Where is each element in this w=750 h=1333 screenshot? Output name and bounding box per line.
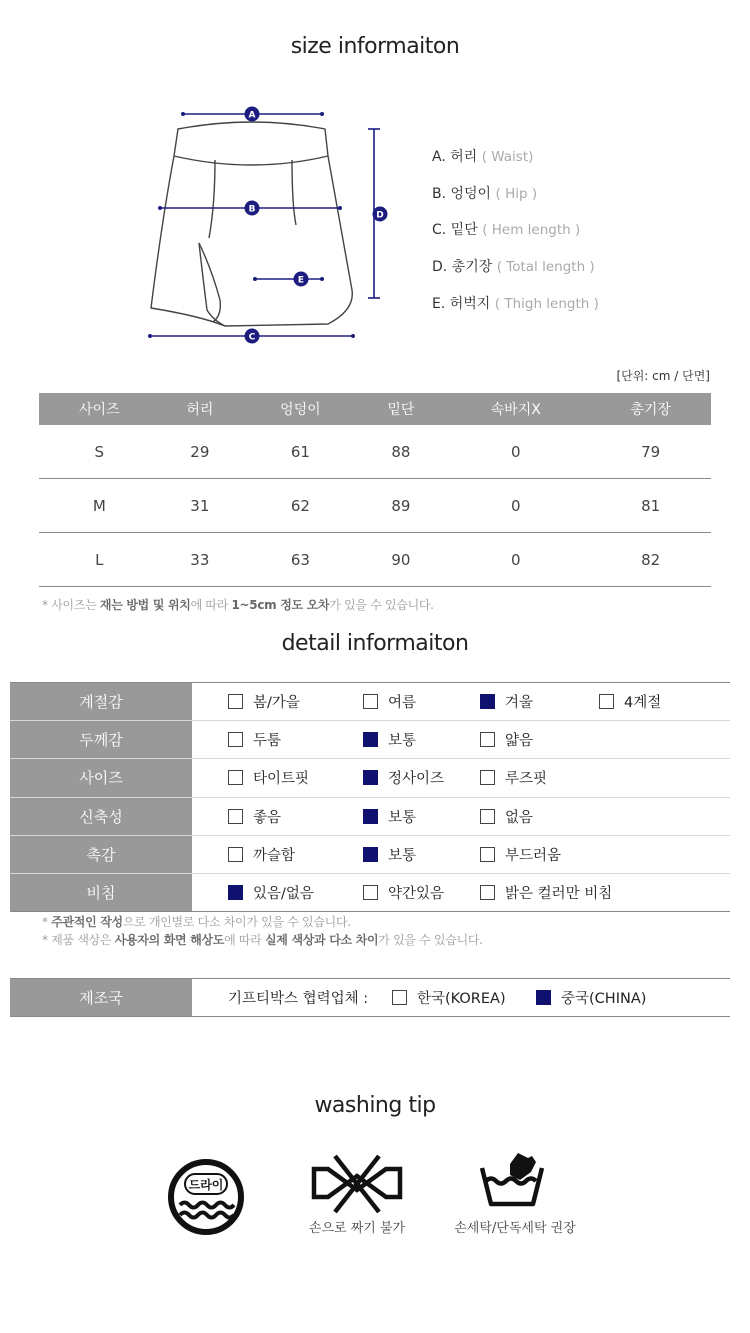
detail-row-sheerness	[10, 874, 730, 912]
checkbox	[363, 694, 378, 709]
checkbox	[599, 694, 614, 709]
detail-row-stretch	[10, 798, 730, 836]
table-row	[39, 533, 711, 587]
table-cell: 29	[160, 425, 240, 479]
checkbox	[363, 732, 378, 747]
no-wring-icon	[310, 1154, 404, 1214]
column-header: 허리	[160, 393, 240, 425]
option-item: 약간있음	[363, 874, 444, 911]
option-item: 한국(KOREA)	[392, 979, 506, 1016]
dry-clean-text: 드라이	[188, 1178, 224, 1192]
checkbox	[480, 770, 495, 785]
table-row	[39, 425, 711, 479]
table-cell: 81	[590, 479, 711, 533]
column-header: 총기장	[590, 393, 711, 425]
option-item: 4계절	[599, 683, 661, 720]
row-label: 계절감	[10, 683, 192, 720]
table-cell: 79	[590, 425, 711, 479]
table-cell: L	[39, 533, 160, 587]
size-info-title: size informaiton	[290, 34, 460, 59]
option-item: 타이트핏	[228, 759, 309, 796]
table-cell: 63	[240, 533, 361, 587]
column-header: 엉덩이	[240, 393, 361, 425]
detail-row-touch	[10, 836, 730, 874]
option-item: 있음/없음	[228, 874, 314, 911]
option-item: 루즈핏	[480, 759, 547, 796]
table-cell: 0	[441, 479, 590, 533]
checkbox	[392, 990, 407, 1005]
checkbox	[228, 885, 243, 900]
table-row	[39, 479, 711, 533]
checkbox	[363, 847, 378, 862]
table-cell: M	[39, 479, 160, 533]
marker-c: C	[248, 332, 256, 343]
option-item: 좋음	[228, 798, 281, 835]
legend-item: B. 엉덩이 ( Hip )	[432, 185, 538, 202]
option-item: 보통	[363, 798, 416, 835]
option-item: 두툼	[228, 721, 281, 758]
table-cell: 33	[160, 533, 240, 587]
column-header: 속바지X	[441, 393, 590, 425]
option-item: 부드러움	[480, 836, 561, 873]
checkbox	[480, 694, 495, 709]
row-label: 사이즈	[10, 759, 192, 796]
legend-item: E. 허벅지 ( Thigh length )	[432, 295, 599, 312]
checkbox	[363, 885, 378, 900]
legend-item: A. 허리 ( Waist)	[432, 149, 534, 165]
table-cell: S	[39, 425, 160, 479]
option-item: 얇음	[480, 721, 533, 758]
checkbox	[363, 770, 378, 785]
detail-row-fit	[10, 759, 730, 797]
no-wring-label: 손으로 짜기 불가	[308, 1221, 406, 1236]
option-item: 보통	[363, 836, 416, 873]
option-item: 봄/가을	[228, 683, 300, 720]
marker-b: B	[248, 204, 256, 215]
option-item: 중국(CHINA)	[536, 979, 646, 1016]
marker-e: E	[297, 275, 305, 286]
checkbox	[228, 847, 243, 862]
checkbox	[480, 732, 495, 747]
table-cell: 90	[361, 533, 441, 587]
size-table	[39, 393, 711, 587]
table-cell: 82	[590, 533, 711, 587]
row-label: 촉감	[10, 836, 192, 873]
option-item: 까슬함	[228, 836, 295, 873]
checkbox	[228, 809, 243, 824]
measurement-legend	[432, 146, 599, 329]
checkbox	[228, 732, 243, 747]
legend-item: D. 총기장 ( Total length )	[432, 259, 595, 276]
option-item: 없음	[480, 798, 533, 835]
detail-note-1: * 주관적인 작성으로 개인별로 다소 차이가 있을 수 있습니다.	[42, 915, 351, 929]
option-item: 정사이즈	[363, 759, 444, 796]
row-label: 비침	[10, 874, 192, 911]
checkbox	[480, 847, 495, 862]
detail-table	[10, 682, 730, 912]
table-cell: 0	[441, 425, 590, 479]
checkbox	[363, 809, 378, 824]
table-cell: 88	[361, 425, 441, 479]
table-cell: 31	[160, 479, 240, 533]
hand-wash-label: 손세탁/단독세탁 권장	[454, 1221, 576, 1236]
detail-info-title: detail informaiton	[281, 631, 469, 656]
option-item: 밝은 컬러만 비침	[480, 874, 612, 911]
legend-item: C. 밑단 ( Hem length )	[432, 222, 581, 239]
column-header: 밑단	[361, 393, 441, 425]
row-label: 제조국	[10, 979, 192, 1016]
dry-clean-icon	[166, 1157, 246, 1237]
skirt-diagram	[140, 100, 400, 350]
checkbox	[536, 990, 551, 1005]
detail-row-thickness	[10, 721, 730, 759]
row-label: 두께감	[10, 721, 192, 758]
marker-d: D	[376, 210, 384, 221]
partner-label: 기프티박스 협력업체 :	[228, 991, 369, 1007]
option-item: 겨울	[480, 683, 533, 720]
table-cell: 89	[361, 479, 441, 533]
option-item: 여름	[363, 683, 416, 720]
size-note: * 사이즈는 재는 방법 및 위치에 따라 1~5cm 정도 오차가 있을 수 있습니다.	[42, 598, 434, 612]
option-item: 보통	[363, 721, 416, 758]
row-label: 신축성	[10, 798, 192, 835]
country-of-origin-row	[10, 978, 730, 1017]
column-header: 사이즈	[39, 393, 160, 425]
checkbox	[228, 694, 243, 709]
marker-a: A	[248, 110, 256, 121]
checkbox	[480, 885, 495, 900]
unit-label: [단위: cm / 단면]	[616, 369, 710, 383]
table-cell: 0	[441, 533, 590, 587]
size-table-header	[39, 393, 711, 425]
checkbox	[228, 770, 243, 785]
detail-note-2: * 제품 색상은 사용자의 화면 해상도에 따라 실제 색상과 다소 차이가 있을 수 있습니다.	[42, 933, 483, 947]
washing-title: washing tip	[314, 1093, 436, 1118]
hand-wash-icon	[476, 1150, 548, 1212]
checkbox	[480, 809, 495, 824]
table-cell: 61	[240, 425, 361, 479]
detail-row-season	[10, 683, 730, 721]
table-cell: 62	[240, 479, 361, 533]
